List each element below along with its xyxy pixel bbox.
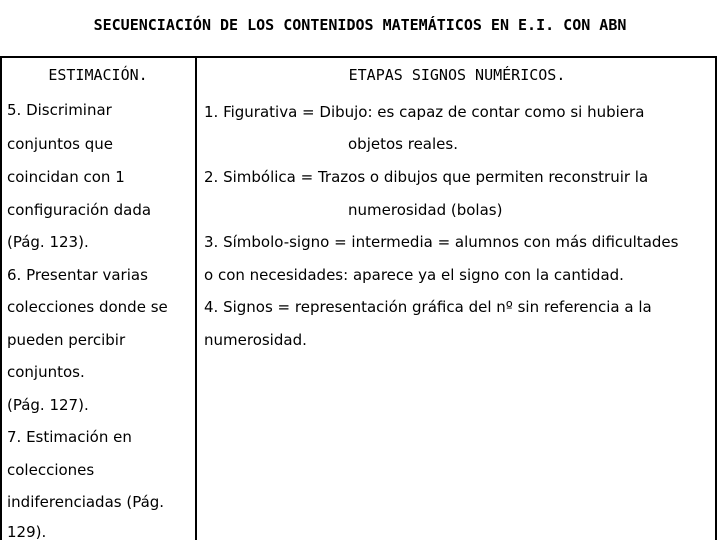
estimacion-line: 5. Discriminar — [7, 101, 112, 119]
etapa-line: 4. Signos = representación gráfica del nº sin referencia a la — [204, 298, 652, 316]
estimacion-line: 129). — [7, 523, 47, 540]
estimacion-line: indiferenciadas (Pág. — [7, 493, 165, 511]
estimacion-line: 7. Estimación en — [7, 428, 132, 446]
estimacion-line: coincidan con 1 — [7, 168, 125, 186]
estimacion-line: (Pág. 127). — [7, 396, 89, 414]
etapa-line: objetos reales. — [348, 135, 458, 153]
estimacion-column-header: ESTIMACIÓN. — [48, 66, 148, 84]
etapa-line: 3. Símbolo-signo = intermedia = alumnos con más dificultades — [204, 233, 679, 251]
column-divider — [195, 56, 197, 540]
etapa-line: o con necesidades: aparece ya el signo con la cantidad. — [204, 266, 624, 284]
estimacion-line: colecciones — [7, 461, 95, 479]
estimacion-line: 6. Presentar varias — [7, 266, 148, 284]
etapa-line: 2. Simbólica = Trazos o dibujos que permiten reconstruir la — [204, 168, 649, 186]
etapas-column-header: ETAPAS SIGNOS NUMÉRICOS. — [348, 66, 566, 84]
etapa-line: numerosidad. — [204, 331, 307, 349]
estimacion-line: pueden percibir — [7, 331, 126, 349]
estimacion-line: (Pág. 123). — [7, 233, 89, 251]
estimacion-line: configuración dada — [7, 201, 152, 219]
etapa-line: numerosidad (bolas) — [348, 201, 503, 219]
estimacion-line: conjuntos que — [7, 135, 114, 153]
estimacion-line: conjuntos. — [7, 363, 85, 381]
estimacion-line: colecciones donde se — [7, 298, 168, 316]
etapa-line: 1. Figurativa = Dibujo: es capaz de contar como si hubiera — [204, 103, 645, 121]
page-title: SECUENCIACIÓN DE LOS CONTENIDOS MATEMÁTICOS EN E.I. CON ABN — [93, 16, 627, 34]
